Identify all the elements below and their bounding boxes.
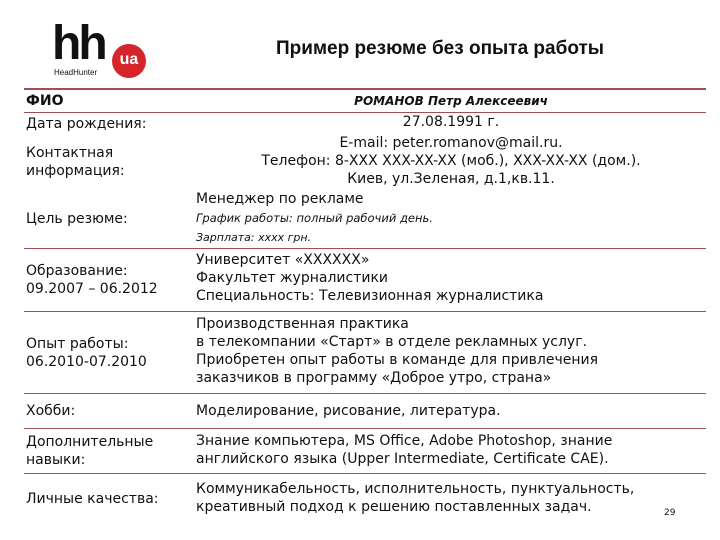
experience-line-1: Производственная практика [196, 316, 409, 332]
goal-value [192, 190, 706, 248]
name-label: ФИО [26, 93, 64, 109]
contact-phone: Телефон: 8-XXX XXX-XX-XX (моб.), XXX-XX-XX (дом.). [261, 153, 641, 169]
experience-line-2: в телекомпании «Старт» в отделе рекламных услуг. [196, 334, 588, 350]
experience-title: Опыт работы: [26, 335, 129, 352]
education-university: Университет «ХХХХХХ» [196, 252, 370, 268]
logo-subtitle: HeadHunter [54, 68, 98, 77]
headhunter-logo [52, 17, 162, 80]
education-title: Образование: [26, 263, 128, 279]
experience-line-3: Приобретен опыт работы в команде для привлечения [196, 352, 599, 368]
personal-value [192, 474, 706, 524]
contact-label: Контактная информация: [26, 145, 125, 179]
hobby-value: Моделирование, рисование, литература. [196, 403, 501, 419]
goal-salary: Зарплата: хххх грн. [196, 231, 312, 244]
row-experience [24, 311, 706, 393]
skills-line-2: английского языка (Upper Intermediate, Certificate CAE). [196, 451, 609, 467]
logo-text: hh [52, 17, 105, 70]
row-hobby [24, 393, 706, 428]
education-dates: 09.2007 – 06.2012 [26, 281, 158, 297]
education-faculty: Факультет журналистики [196, 270, 389, 286]
goal-label: Цель резюме: [26, 211, 128, 227]
row-goal [24, 190, 706, 248]
education-value [192, 249, 706, 311]
logo-badge: ua [112, 44, 146, 78]
hobby-label: Хобби: [26, 403, 76, 419]
goal-position: Менеджер по рекламе [196, 191, 364, 207]
birth-value: 27.08.1991 г. [402, 114, 500, 130]
goal-schedule: График работы: полный рабочий день. [196, 211, 433, 225]
skills-label [24, 429, 192, 473]
experience-value [192, 312, 706, 393]
page-number: 29 [664, 508, 676, 518]
personal-line-2: креативный подход к решению поставленных задач. [196, 499, 592, 515]
education-specialty: Специальность: Телевизионная журналистика [196, 288, 544, 304]
row-education [24, 248, 706, 311]
name-value: РОМАНОВ Петр Алексеевич [354, 94, 548, 108]
row-contact [24, 134, 706, 190]
contact-email: E-mail: peter.romanov@mail.ru. [339, 135, 563, 151]
personal-line-1: Коммуникабельность, исполнительность, пунктуальность, [196, 481, 635, 497]
contact-address: Киев, ул.Зеленая, д.1,кв.11. [347, 171, 555, 187]
resume-table [24, 88, 706, 524]
experience-line-4: заказчиков в программу «Доброе утро, страна» [196, 370, 552, 386]
birth-label: Дата рождения: [26, 115, 147, 132]
contact-value [192, 134, 706, 190]
page-title: Пример резюме без опыта работы [276, 38, 605, 59]
skills-label-2: навыки: [26, 452, 86, 468]
row-skills [24, 428, 706, 473]
personal-label: Личные качества: [26, 491, 159, 507]
row-name [24, 88, 706, 113]
skills-line-1: Знание компьютера, MS Office, Adobe Photoshop, знание [196, 433, 613, 449]
experience-dates: 06.2010-07.2010 [26, 353, 147, 370]
row-personal [24, 473, 706, 524]
skills-value [192, 429, 706, 473]
row-birth [24, 113, 706, 134]
experience-label [24, 312, 192, 393]
skills-label-1: Дополнительные [26, 434, 154, 450]
education-label [24, 249, 192, 311]
